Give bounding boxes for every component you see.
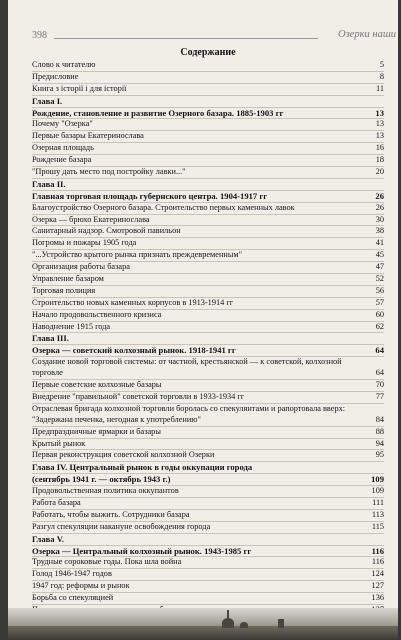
toc-entry-text: Продовольственная политика оккупантов (32, 486, 179, 496)
toc-chapter-heading (32, 534, 384, 546)
toc-entry-page: 26 (375, 190, 384, 201)
toc-entry-text: Слово к читателю (32, 59, 96, 69)
toc-chapter-title (32, 108, 384, 120)
toc-entry-page: 20 (375, 167, 384, 176)
toc-entry-page: 52 (375, 274, 384, 284)
toc-entry (32, 593, 384, 605)
chapter-label: Глава I. (32, 95, 63, 106)
toc-entry-text: Голод 1946-1947 годов (32, 569, 112, 579)
toc-entry-page: 47 (375, 262, 384, 272)
page-number: 398 (32, 30, 47, 41)
toc-entry-page: 136 (371, 593, 384, 603)
toc-entry (32, 119, 384, 131)
toc-entry-page: 56 (375, 285, 384, 295)
toc-entry-text: Рождение, становление и развитие Озерного базара. 1885-1903 гг (32, 107, 284, 118)
toc-entry (32, 322, 384, 334)
toc-entry (32, 250, 384, 262)
toc-entry-page: 77 (375, 391, 384, 401)
toc-entry (32, 131, 384, 143)
toc-entry-page: 8 (379, 71, 384, 81)
toc-entry-page: 5 (379, 59, 384, 69)
panorama-photo-strip (8, 608, 398, 640)
toc-entry (32, 226, 384, 238)
toc-entry-text: Наводнение 1915 года (32, 321, 111, 331)
chapter-label: Глава II. (32, 178, 66, 189)
toc-entry-text: Первые советские колхозные базары (32, 380, 162, 390)
toc-entry (32, 167, 384, 179)
toc-entry-page: 94 (375, 438, 384, 448)
toc-entry-page: 16 (375, 143, 384, 153)
toc-entry (32, 439, 384, 451)
toc-entry-text: Книга з історії і для історії (32, 83, 127, 93)
toc-entry (32, 510, 384, 522)
toc-entry (32, 557, 384, 569)
toc-entry-page: 13 (375, 131, 384, 141)
toc-entry-text: Первая реконструкция советской колхозной Озерки (32, 450, 215, 460)
toc-entry-page: 38 (375, 226, 384, 236)
toc-entry-text: Борьба со спекуляцией (32, 593, 114, 603)
church-spire (227, 610, 229, 620)
toc-entry-text: Рождение базара (32, 155, 92, 165)
toc-entry-page: 113 (371, 509, 384, 519)
toc-entry (32, 427, 384, 439)
toc-chapter-title (32, 546, 384, 558)
toc-entry-text: Торговая полиция (32, 285, 96, 295)
toc-entry (32, 203, 384, 215)
toc-chapter-title (32, 191, 384, 203)
toc-entry (32, 486, 384, 498)
toc-entry (32, 143, 384, 155)
toc-title: Содержание (180, 47, 236, 58)
chapter-label: Глава V. (32, 533, 64, 544)
chapter-label: Глава IV. Центральный рынок в годы оккупации города (32, 462, 253, 473)
toc-entry-page: 88 (375, 426, 384, 436)
church-dome-small (240, 622, 248, 628)
toc-entry (32, 310, 384, 322)
toc-entry-text: Озерка — Центральный колхозный рынок. 1943-1985 гг (32, 545, 252, 556)
table-of-contents (32, 46, 384, 617)
toc-entry-text: 1947 год: реформы и рынок (32, 581, 130, 591)
toc-entry-page: 60 (375, 309, 384, 319)
toc-entry-page: 13 (375, 107, 384, 118)
toc-entry-page: 64 (375, 345, 384, 356)
toc-entry (32, 380, 384, 392)
toc-entry-text: Создание новой торговой системы: от частной, крестьянской — к советской, колхозной торговле (32, 357, 342, 378)
toc-entry-text: Благоустройство Озерного базара. Строительство первых каменных лавок (32, 202, 295, 212)
toc-entry (32, 215, 384, 227)
toc-entry-text: Предпраздничные ярмарки и базары (32, 426, 161, 436)
toc-entry-page: 13 (375, 119, 384, 129)
book-title: Озерки наши (337, 29, 396, 40)
toc-entry (32, 298, 384, 310)
toc-entry (32, 72, 384, 84)
toc-chapter-heading (32, 96, 384, 108)
toc-chapter-heading (32, 462, 384, 474)
toc-chapter-heading (32, 333, 384, 345)
chapter-label: Глава III. (32, 333, 69, 344)
toc-entry-page: 109 (371, 474, 384, 485)
toc-entry-page: 115 (371, 521, 384, 531)
toc-entry-text: "Прошу дать место под постройку лавки..." (32, 167, 186, 176)
toc-entry-text: "...Устройство крытого рынка признать преждевременным" (32, 250, 243, 260)
toc-entry-page: 84 (375, 414, 384, 424)
toc-entry-text: Озерная площадь (32, 143, 94, 153)
toc-entry-text: Начало продовольственного кризиса (32, 309, 162, 319)
toc-entry-page: 127 (371, 581, 384, 591)
toc-entry-page: 116 (371, 545, 384, 556)
toc-entry-page: 62 (375, 321, 384, 331)
toc-entry-page: 41 (375, 238, 384, 248)
toc-entry (32, 155, 384, 167)
toc-entry (32, 522, 384, 534)
toc-entry-text: Организация работы базара (32, 262, 130, 272)
toc-entry (32, 392, 384, 404)
toc-entry-page: 26 (375, 202, 384, 212)
toc-entry-text: Строительство новых каменных корпусов в 1913-1914 гг (32, 297, 234, 307)
book-page (8, 0, 398, 640)
toc-entry (32, 498, 384, 510)
toc-entry-text: Отраслевая бригада колхозной торговли боролась со спекулянтами и рапортовала вверх: "Задержана печенка, негодная к употреблению" (32, 403, 346, 424)
toc-entry-text: Предисловие (32, 71, 79, 81)
toc-entry-text: Работа базара (32, 497, 81, 507)
toc-entry-text: Главная торговая площадь губернского центра. 1904-1917 гг (32, 190, 268, 201)
toc-entry-page: 64 (375, 368, 384, 378)
toc-entry-text: Почему "Озерка" (32, 119, 93, 129)
photo-skyline-band (8, 626, 398, 640)
toc-entry-text: Внедрение "правильной" советской торговли в 1933-1934 гг (32, 391, 245, 401)
toc-entry-text: Погромы и пожары 1905 года (32, 238, 137, 248)
toc-entry (32, 404, 384, 427)
toc-entry-text: Трудные сороковые годы. Пока шла война (32, 557, 182, 567)
toc-entry-text: Первые базары Екатеринослава (32, 131, 144, 141)
toc-entry-page: 95 (375, 450, 384, 460)
running-head (32, 30, 396, 44)
toc-entry-page: 30 (375, 214, 384, 224)
toc-entry (32, 450, 384, 462)
toc-entry-text: Санитарный надзор. Смотровой павильон (32, 226, 181, 236)
toc-entry-page: 70 (375, 380, 384, 390)
building-silhouette (278, 619, 284, 628)
toc-entry-page: 109 (371, 486, 384, 496)
toc-entry-text: Крытый рынок (32, 438, 86, 448)
toc-entry-page: 11 (376, 83, 384, 93)
toc-entry (32, 262, 384, 274)
toc-entry (32, 581, 384, 593)
toc-entry-text: Озерка — советский колхозный рынок. 1918-1941 гг (32, 345, 236, 356)
toc-entry-page: 45 (375, 250, 384, 260)
toc-entry (32, 274, 384, 286)
toc-entry-text: Работать, чтобы выжить. Сотрудники базара (32, 509, 190, 519)
toc-entry (32, 60, 384, 72)
toc-entry-page: 18 (375, 155, 384, 165)
toc-chapter-heading (32, 179, 384, 191)
toc-entry-text: Управление базаром (32, 274, 104, 284)
toc-entry-text: (сентябрь 1941 г. — октябрь 1943 г.) (32, 474, 171, 485)
toc-chapter-title (32, 345, 384, 357)
toc-entry (32, 238, 384, 250)
toc-entry-page: 57 (375, 297, 384, 307)
toc-entry (32, 569, 384, 581)
toc-entry (32, 84, 384, 96)
toc-entry-page: 111 (372, 497, 384, 507)
toc-entry-text: Озерка — брюхо Екатеринослава (32, 214, 150, 224)
toc-entry-page: 124 (371, 569, 384, 579)
toc-entry (32, 286, 384, 298)
toc-entry-page: 116 (371, 557, 384, 567)
header-rule (54, 38, 318, 39)
toc-entry-text: Разгул спекуляции накануне освобождения города (32, 521, 211, 531)
toc-entry (32, 357, 384, 380)
toc-chapter-title (32, 474, 384, 486)
